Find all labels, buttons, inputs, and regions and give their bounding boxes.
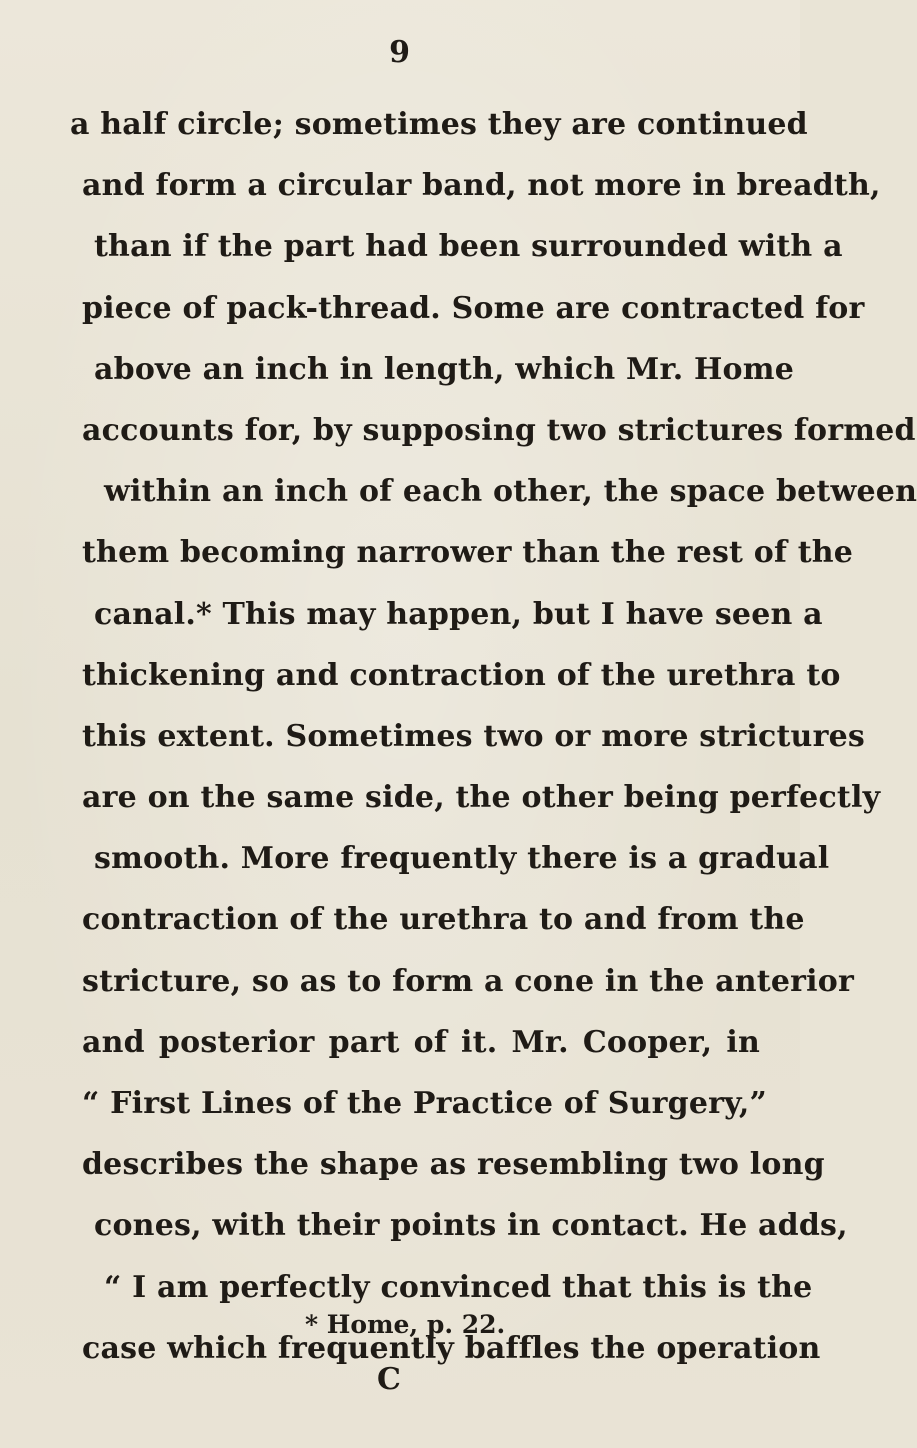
text-line: and form a circular band, not more in breadth,: [82, 168, 881, 204]
text-line: them becoming narrower than the rest of the: [82, 535, 854, 571]
text-line: thickening and contraction of the urethra to: [82, 657, 841, 693]
text-line: within an inch of each other, the space between: [104, 474, 917, 510]
text-line: stricture, so as to form a cone in the anterior: [82, 963, 854, 999]
text-line: than if the part had been surrounded with a: [94, 229, 843, 265]
text-line: describes the shape as resembling two long: [82, 1147, 825, 1183]
page-number: 9: [389, 35, 411, 70]
footnote: * Home, p. 22.: [305, 1310, 506, 1339]
text-line: smooth. More frequently there is a gradual: [94, 841, 830, 877]
text-line: case which frequently baffles the operation: [82, 1330, 821, 1366]
signature-mark: C: [377, 1362, 401, 1397]
text-line: contraction of the urethra to and from the: [82, 902, 805, 938]
text-line: are on the same side, the other being perfectly: [82, 780, 881, 816]
text-line: accounts for, by supposing two strictures formed: [82, 412, 916, 448]
text-line: this extent. Sometimes two or more strictures: [82, 718, 865, 754]
text-line: “ I am perfectly convinced that this is the: [104, 1269, 813, 1305]
body-text: [70, 94, 917, 1379]
text-line: piece of pack-thread. Some are contracted for: [82, 290, 865, 326]
text-line: cones, with their points in contact. He adds,: [94, 1208, 848, 1244]
text-line: above an inch in length, which Mr. Home: [94, 351, 794, 387]
text-line: “ First Lines of the Practice of Surgery,”: [82, 1086, 767, 1121]
text-line: a half circle; sometimes they are continued: [70, 107, 808, 142]
text-line: canal.* This may happen, but I have seen a: [94, 596, 823, 632]
text-line: and posterior part of it. Mr. Cooper, in: [82, 1024, 760, 1060]
